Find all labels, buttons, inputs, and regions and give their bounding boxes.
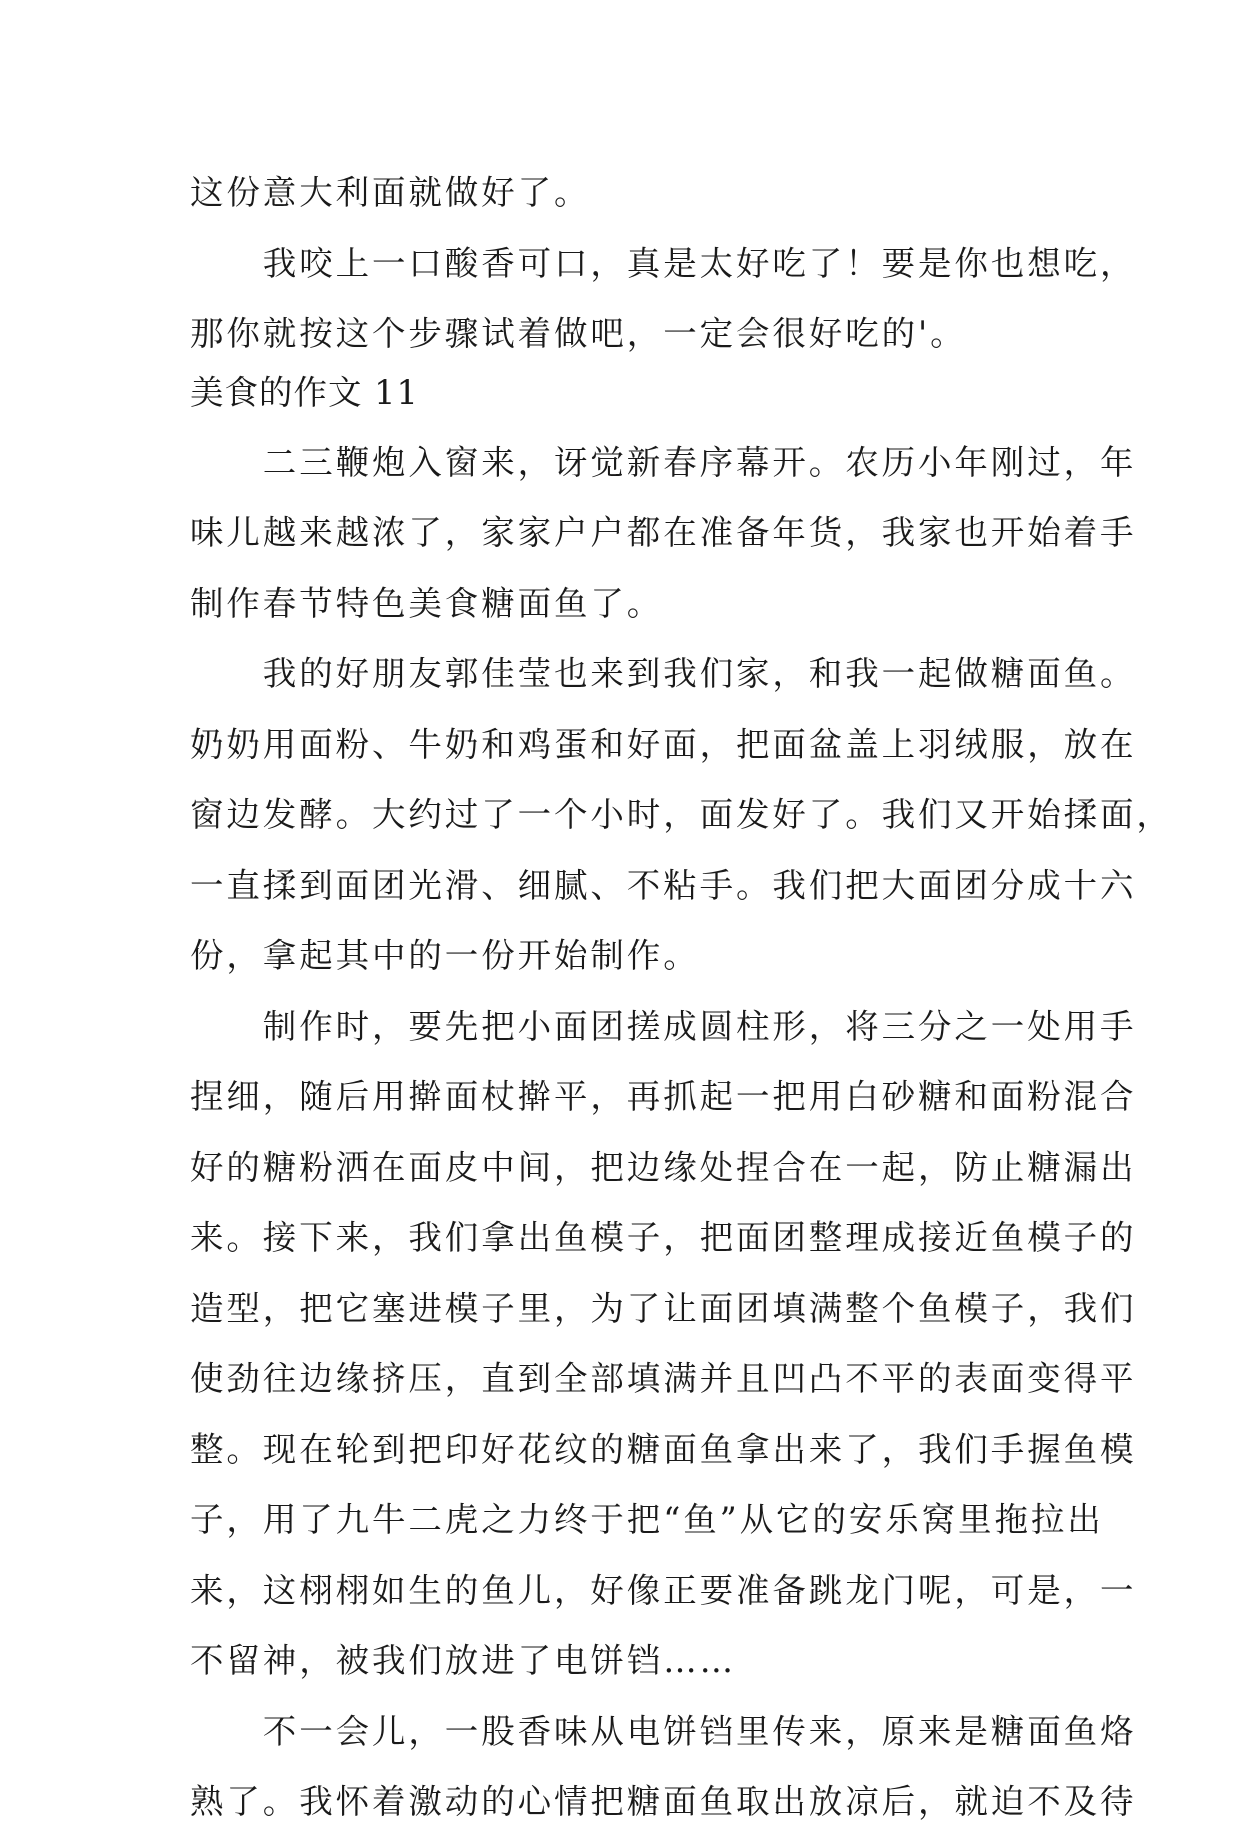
document-body [190, 158, 1173, 1838]
text-line: 子，用了九牛二虎之力终于把“鱼”从它的安乐窝里拖拉出 [190, 1500, 1104, 1539]
text-line: 份，拿起其中的一份开始制作。 [190, 936, 700, 975]
text-line: 二三鞭炮入窗来，讶觉新春序幕开。农历小年刚过，年 [190, 442, 1137, 482]
text-line: 我咬上一口酸香可口，真是太好吃了！要是你也想吃， [190, 243, 1137, 283]
text-line: 奶奶用面粉、牛奶和鸡蛋和好面，把面盆盖上羽绒服，放在 [190, 724, 1137, 764]
text-line: 这份意大利面就做好了。 [190, 173, 591, 212]
text-line: 来，这栩栩如生的鱼儿，好像正要准备跳龙门呢，可是，一 [190, 1570, 1137, 1610]
text-line: 使劲往边缘挤压，直到全部填满并且凹凸不平的表面变得平 [190, 1359, 1137, 1398]
text-line: 造型，把它塞进模子里，为了让面团填满整个鱼模子，我们 [190, 1288, 1137, 1328]
text-line: 捏细，随后用擀面杖擀平，再抓起一把用白砂糖和面粉混合 [190, 1077, 1137, 1116]
text-line: 不留神，被我们放进了电饼铛…… [190, 1641, 736, 1680]
text-line: 整。现在轮到把印好花纹的糖面鱼拿出来了，我们手握鱼模 [190, 1429, 1137, 1469]
text-line: 我的好朋友郭佳莹也来到我们家，和我一起做糖面鱼。 [190, 654, 1137, 693]
text-line: 熟了。我怀着激动的心情把糖面鱼取出放凉后，就迫不及待 [190, 1782, 1137, 1821]
text-line: 味儿越来越浓了，家家户户都在准备年货，我家也开始着手 [190, 513, 1137, 552]
text-line: 窗边发酵。大约过了一个小时，面发好了。我们又开始揉面， [190, 795, 1173, 834]
text-line: 那你就按这个步骤试着做吧，一定会很好吃的'。 [190, 314, 967, 353]
section-heading: 美食的作文 11 [190, 372, 419, 412]
text-line: 来。接下来，我们拿出鱼模子，把面团整理成接近鱼模子的 [190, 1218, 1137, 1257]
text-line: 制作时，要先把小面团搓成圆柱形，将三分之一处用手 [190, 1006, 1137, 1046]
text-line: 不一会儿，一股香味从电饼铛里传来，原来是糖面鱼烙 [190, 1711, 1137, 1751]
text-line: 制作春节特色美食糖面鱼了。 [190, 583, 664, 623]
text-line: 好的糖粉洒在面皮中间，把边缘处捏合在一起，防止糖漏出 [190, 1147, 1137, 1187]
text-line: 一直揉到面团光滑、细腻、不粘手。我们把大面团分成十六 [190, 865, 1137, 905]
